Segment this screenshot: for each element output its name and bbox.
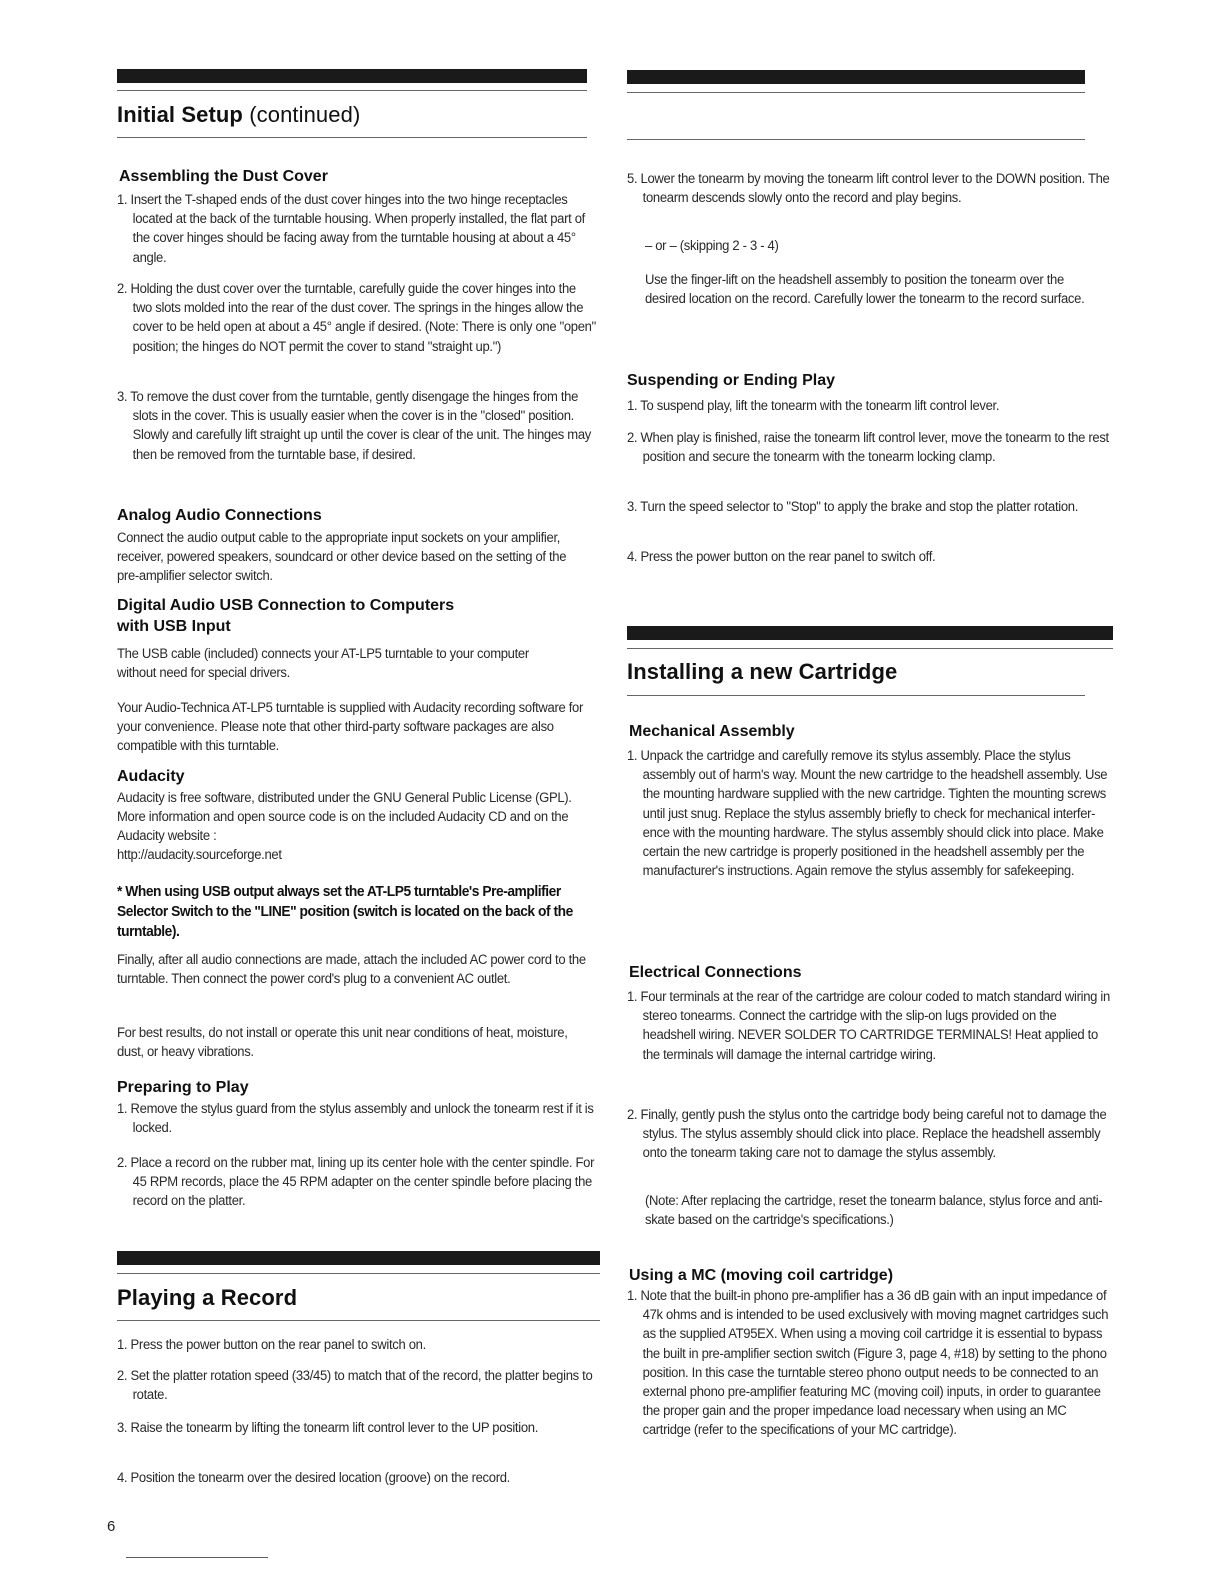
digital-text-1: The USB cable (included) connects your AT-LP5 turntable to your computer without need for special drivers. <box>117 646 529 682</box>
page-number: 6 <box>107 1518 116 1535</box>
list-item: 2. Place a record on the rubber mat, lining up its center hole with the center spindle. For 45 RPM records, place the 45 RPM adapter on the center spindle before placing the record on the platter. <box>117 1155 595 1210</box>
final-text-1: Finally, after all audio connections are made, attach the included AC power cord to the turntable. Then connect the power cord's plug to a convenient AC outlet. <box>117 952 586 988</box>
right-title-rule <box>627 139 1085 140</box>
electrical-note: (Note: After replacing the cartridge, reset the tonearm balance, stylus force and anti-skate based on the cartridge's specifications.) <box>645 1193 1103 1229</box>
playing-title-rule <box>117 1320 600 1321</box>
heading-digital-1: Digital Audio USB Connection to Computers <box>117 597 455 614</box>
heading-audacity: Audacity <box>117 768 185 785</box>
list-item: 2. Holding the dust cover over the turntable, carefully guide the cover hinges into the two slots molded into the rear of the dust cover. The springs in the hinges allow the cover to be held open at about a 45° angle if desired. (Note: There is only one "open" position; the hinges do NOT permit the cover to stand "straight up.") <box>117 281 596 355</box>
finger-lift-text: Use the finger-lift on the headshell assembly to position the tonearm over the desired location on the record. Carefully lower the tonearm to the record surface. <box>645 272 1085 308</box>
heading-analog: Analog Audio Connections <box>117 507 322 524</box>
list-item: 3. Raise the tonearm by lifting the tonearm lift control lever to the UP position. <box>117 1420 539 1436</box>
heading-electrical: Electrical Connections <box>629 964 802 981</box>
installing-top-bar <box>627 626 1113 640</box>
list-item: 3. Turn the speed selector to "Stop" to apply the brake and stop the platter rotation. <box>627 499 1079 515</box>
analog-text: Connect the audio output cable to the appropriate input sockets on your amplifier, receiver, powered speakers, soundcard or other device based on the setting of the pre-amplifier selector switch. <box>117 530 567 585</box>
left-top-bar <box>117 69 587 83</box>
or-skipping: – or – (skipping 2 - 3 - 4) <box>645 238 779 254</box>
list-item: 4. Position the tonearm over the desired location (groove) on the record. <box>117 1470 510 1486</box>
list-item: 3. To remove the dust cover from the turntable, gently disengage the hinges from the slots in the cover. This is usually easier when the cover is in the "closed" position. Slowly and carefully lift straight up until the cover is clear of the unit. The hinges may then be removed from the turntable base, if desired. <box>117 389 591 463</box>
playing-top-rule <box>117 1273 600 1274</box>
section-title-suffix: (continued) <box>249 102 361 127</box>
section-title-playing: Playing a Record <box>117 1285 298 1310</box>
section-title-initial-setup <box>117 102 360 128</box>
list-item: 1. Insert the T-shaped ends of the dust cover hinges into the two hinge receptacles located at the back of the turntable housing. When properly installed, the flat part of the cover hinges should be facing away from the turntable housing at about a 45° angle. <box>117 192 585 266</box>
section-title-text: Initial Setup <box>117 102 243 127</box>
heading-mc: Using a MC (moving coil cartridge) <box>629 1267 894 1284</box>
audacity-url: http://audacity.sourceforge.net <box>117 847 282 863</box>
installing-top-rule <box>627 648 1113 649</box>
footer-line <box>126 1557 268 1558</box>
audacity-text: Audacity is free software, distributed under the GNU General Public License (GPL). More information and open source code is on the included Audacity CD and on the Audacity website : <box>117 790 572 845</box>
list-item: 5. Lower the tonearm by moving the tonearm lift control lever to the DOWN position. The tonearm descends slowly onto the record and play begins. <box>627 171 1110 207</box>
heading-digital-2: with USB Input <box>117 618 231 635</box>
heading-suspending: Suspending or Ending Play <box>627 372 836 389</box>
list-item: 1. Four terminals at the rear of the cartridge are colour coded to match standard wiring in stereo tonearms. Connect the cartridge with the slip-on lugs provided on the headshell wiring. NEVER SOLDER TO CARTRIDGE TERMINALS! Heat applied to the terminals will damage the internal cartridge wiring. <box>627 989 1110 1063</box>
digital-text-2: Your Audio-Technica AT-LP5 turntable is supplied with Audacity recording software for your convenience. Please note that other third-party software packages are also compatible with this turntable. <box>117 700 584 755</box>
list-item: 2. When play is finished, raise the tonearm lift control lever, move the tonearm to the rest position and secure the tonearm with the tonearm locking clamp. <box>627 430 1109 466</box>
right-top-rule <box>627 92 1085 93</box>
playing-top-bar <box>117 1251 600 1265</box>
installing-title-rule <box>627 695 1085 696</box>
usb-note: * When using USB output always set the AT-LP5 turntable's Pre-amplifier Selector Switch to the "LINE" position (switch is located on the back of the turntable). <box>117 883 573 940</box>
list-item: 4. Press the power button on the rear panel to switch off. <box>627 549 936 565</box>
left-top-rule <box>117 90 587 91</box>
heading-mechanical: Mechanical Assembly <box>629 723 795 740</box>
section-title-installing: Installing a new Cartridge <box>627 659 898 684</box>
heading-dust-cover: Assembling the Dust Cover <box>119 168 328 185</box>
list-item: 2. Finally, gently push the stylus onto the cartridge body being careful not to damage the stylus. The stylus assembly should click into place. Replace the headshell assembly onto the tonearm taking care not to damage the stylus assembly. <box>627 1107 1107 1162</box>
left-title-rule <box>117 137 587 138</box>
list-item: 1. Note that the built-in phono pre-amplifier has a 36 dB gain with an input impedance of 47k ohms and is intended to be used exclusively with moving magnet cartridges such as the supplied AT95EX. When using a moving coil cartridge it is essential to bypass the built in pre-amplifier section switch (Figure 3, page 4, #18) by setting to the phono position. In this case the turntable stereo phono output needs to be connected to an external phono pre-amplifier featuring MC (moving coil) inputs, in order to guarantee the proper gain and the proper impedance load necessary when using an MC cartridge (refer to the specifications of your MC cartridge). <box>627 1288 1109 1439</box>
list-item: 1. Remove the stylus guard from the stylus assembly and unlock the tonearm rest if it is locked. <box>117 1101 594 1137</box>
list-item: 2. Set the platter rotation speed (33/45) to match that of the record, the platter begins to rotate. <box>117 1368 593 1404</box>
final-text-2: For best results, do not install or operate this unit near conditions of heat, moisture, dust, or heavy vibrations. <box>117 1025 568 1061</box>
right-top-bar <box>627 70 1085 84</box>
list-item: 1. Press the power button on the rear panel to switch on. <box>117 1337 426 1353</box>
list-item: 1. To suspend play, lift the tonearm with the tonearm lift control lever. <box>627 398 1000 414</box>
heading-preparing: Preparing to Play <box>117 1079 249 1096</box>
list-item: 1. Unpack the cartridge and carefully remove its stylus assembly. Place the stylus assembly out of harm's way. Mount the new cartridge to the headshell assembly. Use the mounting hardware supplied with the new cartridge. Tighten the mounting screws until just snug. Replace the stylus assembly briefly to check for mechanical interfer-ence with the mounting hardware. The stylus assembly should click into place. Make certain the new cartridge is properly positioned in the headshell assembly per the manufacturer's instructions. Again remove the stylus assembly for safekeeping. <box>627 748 1108 880</box>
